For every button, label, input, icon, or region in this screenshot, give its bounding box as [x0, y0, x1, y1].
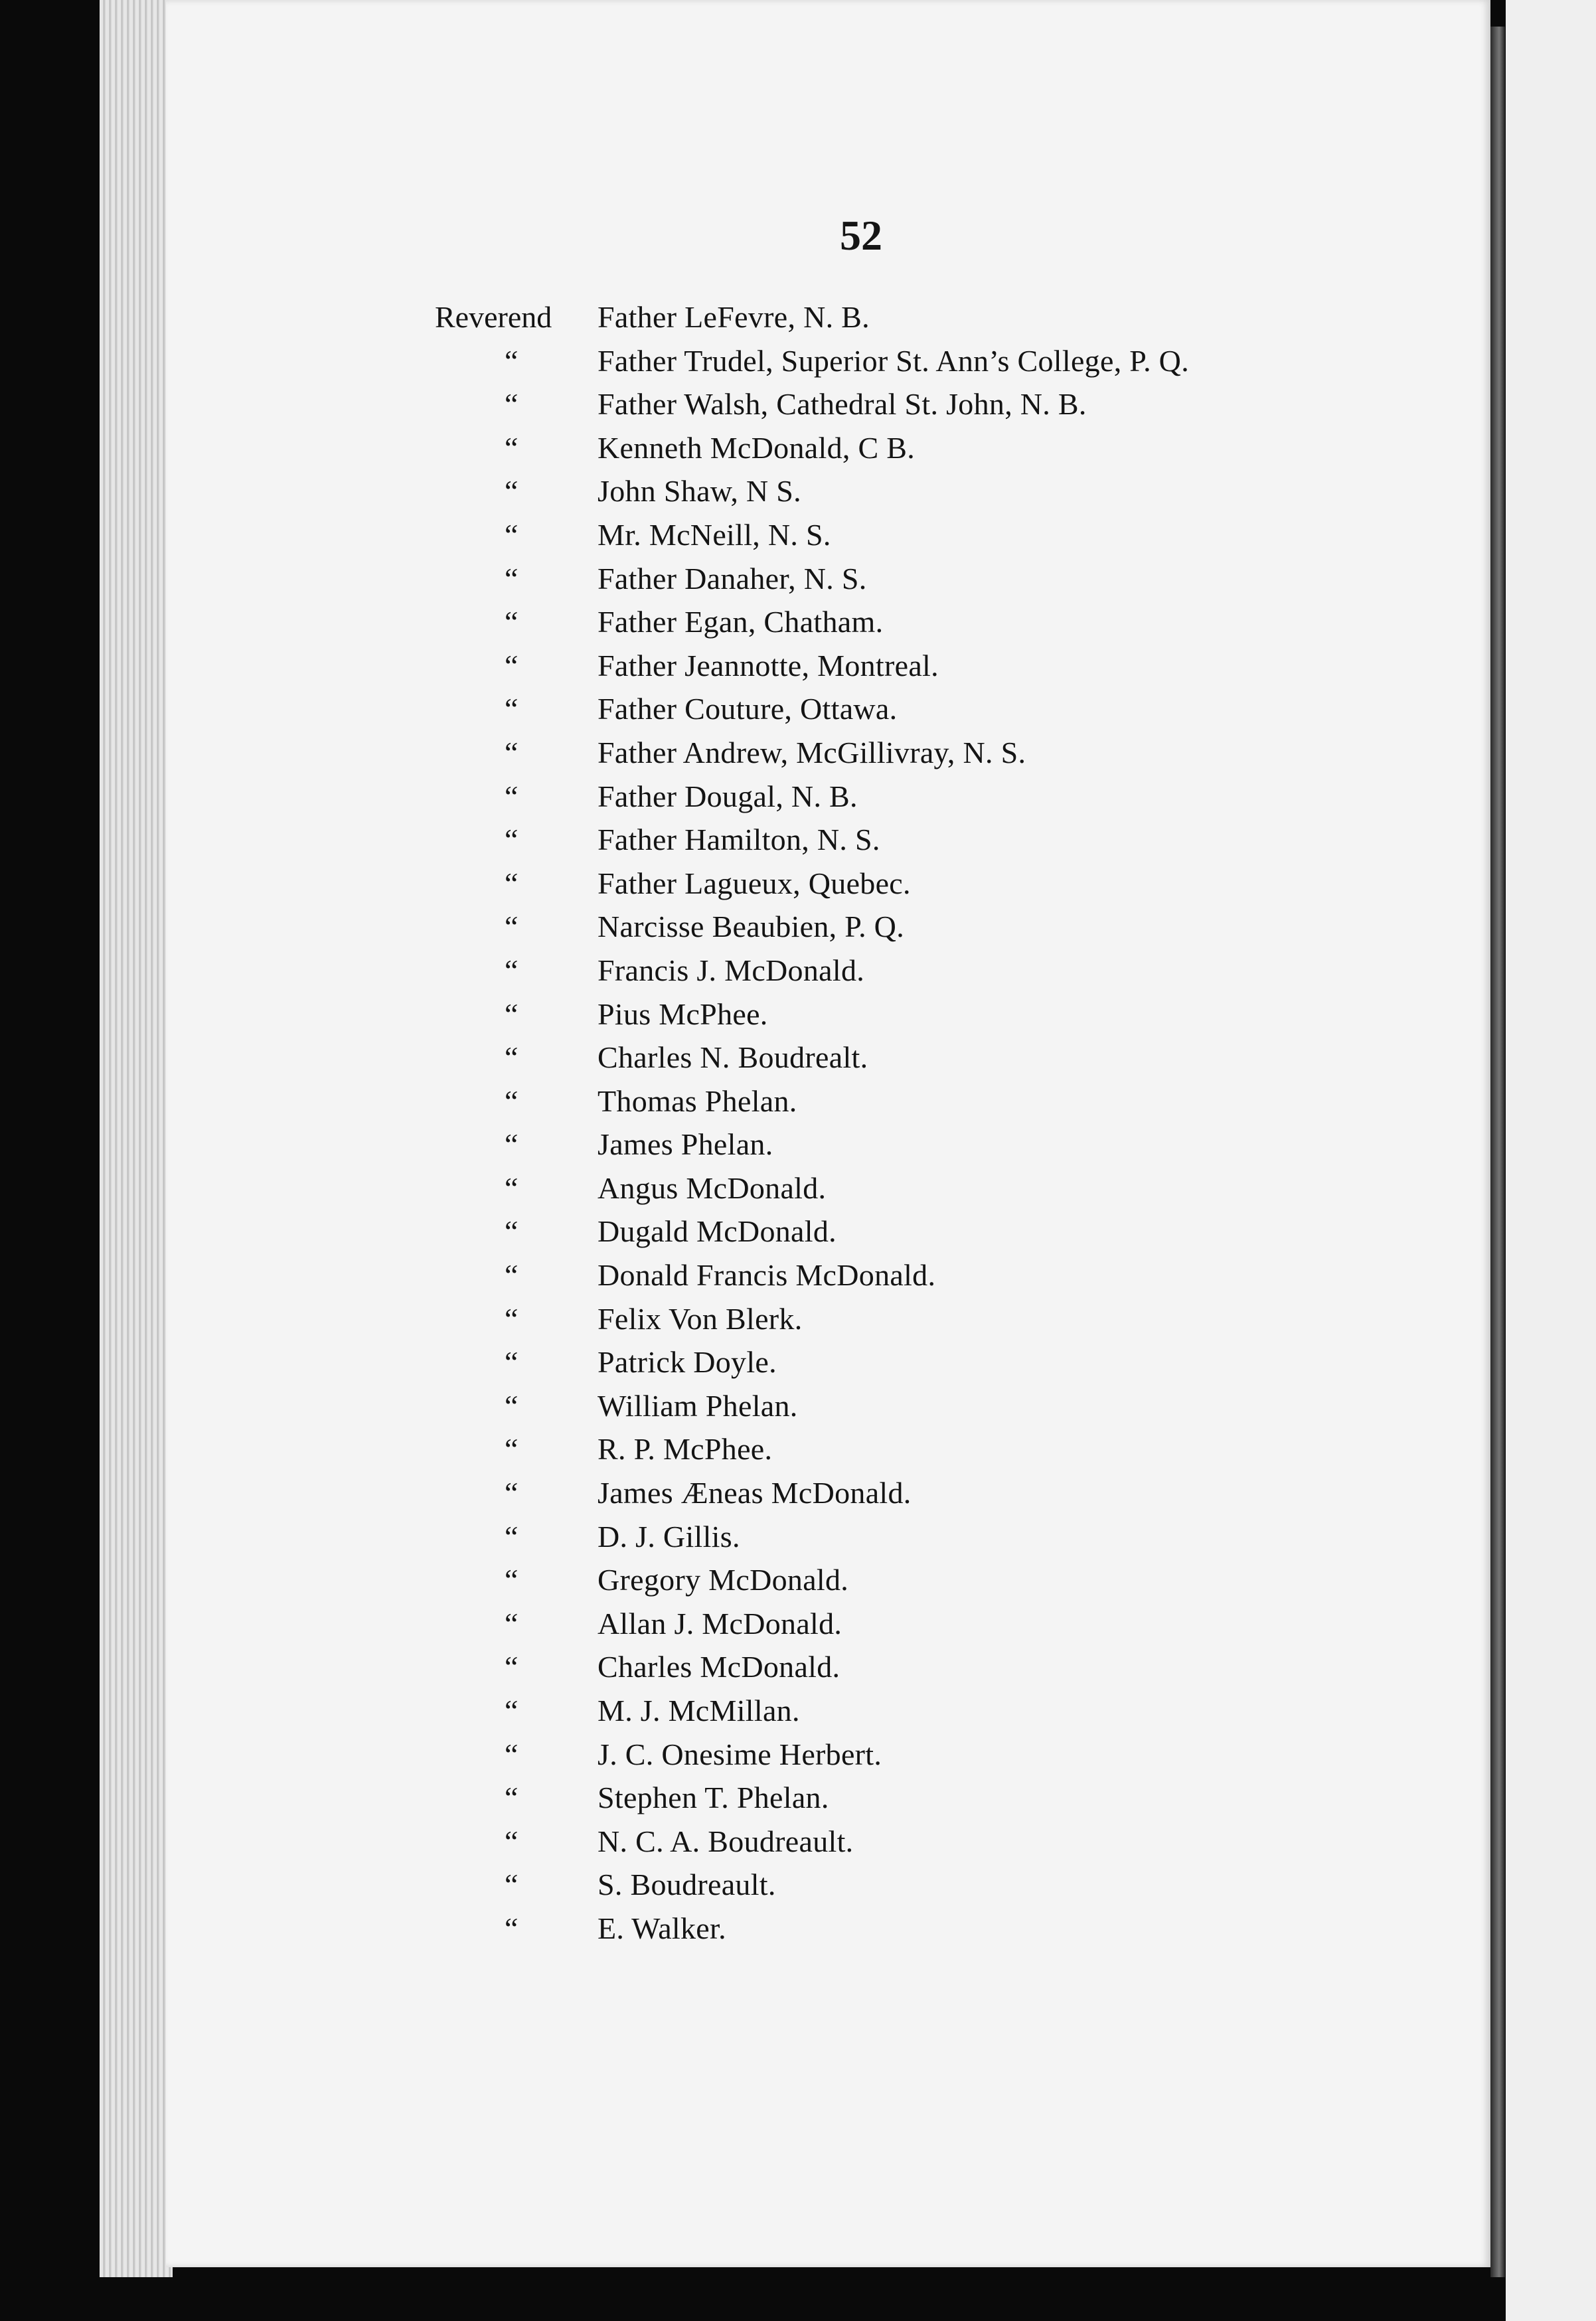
page-number: 52: [840, 212, 882, 259]
entry-name: Father Couture, Ottawa.: [598, 692, 898, 726]
list-item: [0, 1558, 1490, 1602]
list-item: [0, 1907, 1490, 1951]
entry-name: Pius McPhee.: [598, 997, 768, 1031]
ditto-mark: “: [505, 430, 519, 465]
entry-name: Gregory McDonald.: [598, 1563, 849, 1597]
list-item: [0, 1645, 1490, 1689]
ditto-mark: “: [505, 648, 519, 682]
list-item: [0, 905, 1490, 949]
entry-name: Father Danaher, N. S.: [598, 561, 867, 596]
ditto-mark: “: [505, 1127, 519, 1162]
list-item: [0, 862, 1490, 906]
list-item: [0, 1733, 1490, 1777]
ditto-mark: “: [505, 474, 519, 509]
entry-name: Charles N. Boudrealt.: [598, 1040, 868, 1075]
subscriber-list: [0, 295, 1490, 1951]
entry-name: James Phelan.: [598, 1127, 773, 1162]
ditto-mark: “: [505, 1345, 519, 1380]
entry-name: Father Trudel, Superior St. Ann’s College, P. Q.: [598, 343, 1190, 378]
list-item: [0, 644, 1490, 688]
ditto-mark: “: [505, 1476, 519, 1510]
entry-name: Donald Francis McDonald.: [598, 1258, 936, 1293]
list-item: [0, 1166, 1490, 1210]
entry-name: William Phelan.: [598, 1388, 798, 1423]
ditto-mark: “: [505, 735, 519, 769]
ditto-mark: “: [505, 823, 519, 857]
ditto-mark: “: [505, 1911, 519, 1945]
ditto-mark: “: [505, 1258, 519, 1293]
entry-name: M. J. McMillan.: [598, 1694, 800, 1727]
entry-name: Father Egan, Chatham.: [598, 605, 884, 639]
list-item: [0, 339, 1490, 383]
ditto-mark: “: [505, 1868, 519, 1902]
entry-name: N. C. A. Boudreault.: [598, 1824, 854, 1858]
ditto-mark: “: [505, 953, 519, 987]
list-item: [0, 687, 1490, 731]
ditto-mark: “: [505, 1214, 519, 1249]
ditto-mark: “: [505, 779, 519, 813]
entry-name: Dugald McDonald.: [598, 1214, 837, 1249]
ditto-mark: “: [505, 1519, 519, 1554]
list-item: [0, 1820, 1490, 1864]
list-item: [0, 1863, 1490, 1907]
list-item: [0, 731, 1490, 775]
list-item: [0, 1340, 1490, 1384]
entry-name: Allan J. McDonald.: [598, 1606, 842, 1641]
ditto-mark: “: [505, 692, 519, 726]
ditto-mark: “: [505, 1606, 519, 1641]
ditto-mark: “: [505, 1781, 519, 1815]
list-item: [0, 1427, 1490, 1471]
entry-name: Charles McDonald.: [598, 1650, 840, 1684]
ditto-mark: “: [505, 343, 519, 378]
ditto-mark: “: [505, 1824, 519, 1858]
entry-name: R. P. McPhee.: [598, 1432, 773, 1467]
list-item: [0, 1210, 1490, 1253]
list-item: [0, 1253, 1490, 1297]
ditto-mark: “: [505, 1083, 519, 1118]
entry-name: Father Jeannotte, Montreal.: [598, 648, 939, 682]
ditto-mark: “: [505, 605, 519, 639]
ditto-mark: “: [505, 1737, 519, 1771]
list-item: [0, 382, 1490, 426]
ditto-mark: “: [505, 866, 519, 900]
list-item: [0, 949, 1490, 993]
list-item: [0, 426, 1490, 470]
entry-name: S. Boudreault.: [598, 1868, 776, 1902]
list-item: [0, 1384, 1490, 1428]
ditto-mark: “: [505, 910, 519, 944]
entry-name: James Æneas McDonald.: [598, 1476, 912, 1510]
entry-name: Angus McDonald.: [598, 1170, 827, 1205]
ditto-mark: “: [505, 1650, 519, 1684]
entry-name: Father Dougal, N. B.: [598, 779, 858, 813]
entry-name: Felix Von Blerk.: [598, 1301, 803, 1336]
list-item: [0, 1080, 1490, 1123]
entry-name: Father Hamilton, N. S.: [598, 823, 880, 857]
entry-name: E. Walker.: [598, 1911, 726, 1945]
entry-name: Father Lagueux, Quebec.: [598, 866, 911, 900]
entry-name: Thomas Phelan.: [598, 1083, 797, 1118]
ditto-mark: “: [505, 1301, 519, 1336]
list-item: [0, 1471, 1490, 1515]
entry-name: Kenneth McDonald, C B.: [598, 430, 916, 465]
ditto-mark: “: [505, 1694, 519, 1727]
list-item: [0, 295, 1490, 339]
list-item: [0, 513, 1490, 557]
ditto-mark: “: [505, 517, 519, 552]
ditto-mark: “: [505, 1432, 519, 1467]
entry-name: Father Andrew, McGillivray, N. S.: [598, 735, 1026, 769]
entry-name: Father LeFevre, N. B.: [598, 300, 870, 334]
list-item: [0, 993, 1490, 1036]
entry-name: Narcisse Beaubien, P. Q.: [598, 910, 904, 944]
ditto-mark: “: [505, 997, 519, 1031]
entry-name: J. C. Onesime Herbert.: [598, 1737, 882, 1771]
list-item: [0, 1689, 1490, 1733]
list-item: [0, 1123, 1490, 1166]
list-item: [0, 775, 1490, 819]
entry-name: Stephen T. Phelan.: [598, 1781, 829, 1815]
entry-name: Mr. McNeill, N. S.: [598, 517, 831, 552]
ditto-mark: “: [505, 387, 519, 422]
ditto-mark: “: [505, 1563, 519, 1597]
list-item: [0, 1297, 1490, 1341]
title-prefix: Reverend: [435, 300, 552, 334]
page-gutter-shadow: [1490, 27, 1505, 2277]
list-item: [0, 1602, 1490, 1646]
list-item: [0, 600, 1490, 644]
list-item: [0, 1036, 1490, 1080]
facing-page-edge: [1506, 0, 1596, 2321]
list-item: [0, 1515, 1490, 1559]
entry-name: Francis J. McDonald.: [598, 953, 865, 987]
ditto-mark: “: [505, 561, 519, 596]
ditto-mark: “: [505, 1170, 519, 1205]
entry-name: Father Walsh, Cathedral St. John, N. B.: [598, 387, 1087, 422]
list-item: [0, 469, 1490, 513]
entry-name: John Shaw, N S.: [598, 474, 801, 509]
entry-name: Patrick Doyle.: [598, 1345, 777, 1380]
ditto-mark: “: [505, 1388, 519, 1423]
list-item: [0, 1776, 1490, 1820]
ditto-mark: “: [505, 1040, 519, 1075]
entry-name: D. J. Gillis.: [598, 1519, 740, 1554]
list-item: [0, 818, 1490, 862]
list-item: [0, 557, 1490, 601]
